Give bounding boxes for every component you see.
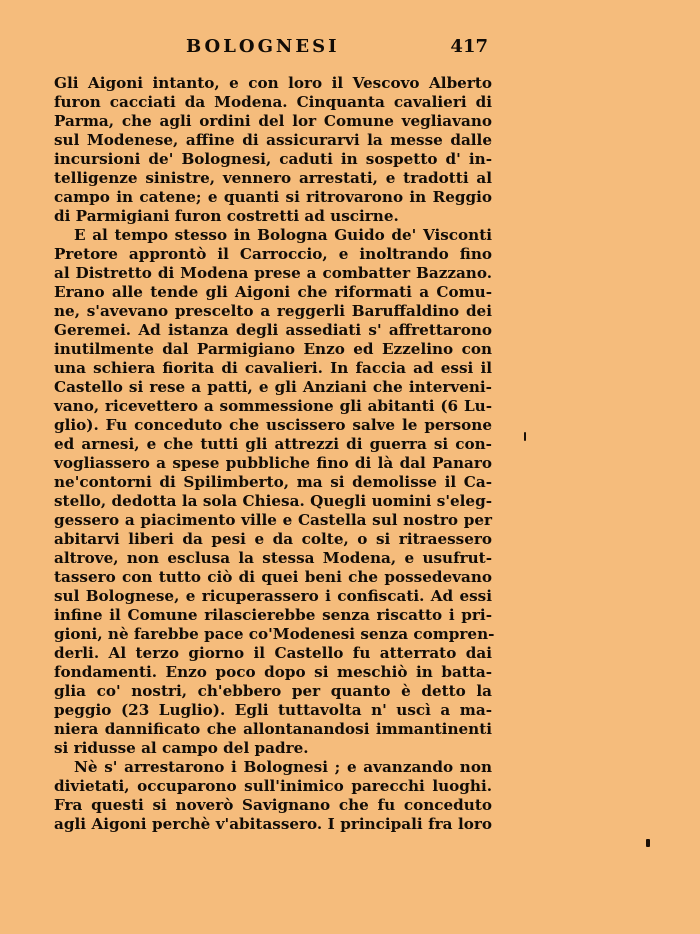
text-line: peggio (23 Luglio). Egli tuttavolta n' uscì a ma- xyxy=(54,701,492,719)
running-head: BOLOGNESI xyxy=(186,36,340,57)
page-header xyxy=(50,36,490,58)
text-line: Geremei. Ad istanza degli assediati s' affrettarono xyxy=(54,321,492,339)
text-line: ne'contorni di Spilimberto, ma si demolisse il Ca- xyxy=(54,473,492,491)
text-line: sul Modenese, affine di assicurarvi la messe dalle xyxy=(54,131,492,149)
text-line: Fra questi si noverò Savignano che fu conceduto xyxy=(54,796,492,814)
text-line: Castello si rese a patti, e gli Anziani che interveni- xyxy=(54,378,492,396)
text-line: stello, dedotta la sola Chiesa. Quegli uomini s'eleg- xyxy=(54,492,492,510)
text-line: fondamenti. Enzo poco dopo si meschiò in batta- xyxy=(54,663,492,681)
text-line: ne, s'avevano prescelto a reggerli Baruffaldino dei xyxy=(54,302,492,320)
text-line: al Distretto di Modena prese a combatter Bazzano. xyxy=(54,264,492,282)
text-line: infine il Comune rilascierebbe senza riscatto i pri- xyxy=(54,606,492,624)
text-line: altrove, non esclusa la stessa Modena, e usufrut- xyxy=(54,549,492,567)
text-line: divietati, occuparono sull'inimico parecchi luoghi. xyxy=(54,777,492,795)
text-line: Gli Aigoni intanto, e con loro il Vescovo Alberto xyxy=(54,74,492,92)
text-line: gioni, nè farebbe pace co'Modenesi senza compren- xyxy=(54,625,495,643)
text-line: vogliassero a spese pubbliche fino di là dal Panaro xyxy=(54,454,492,472)
text-line: incursioni de' Bolognesi, caduti in sospetto d' in- xyxy=(54,150,492,168)
ink-speck xyxy=(646,839,650,847)
page-number: 417 xyxy=(450,36,488,57)
ink-speck xyxy=(524,432,526,441)
text-line: Parma, che agli ordini del lor Comune vegliavano xyxy=(54,112,492,130)
text-line: inutilmente dal Parmigiano Enzo ed Ezzelino con xyxy=(54,340,492,358)
text-line: E al tempo stesso in Bologna Guido de' Visconti xyxy=(74,226,492,244)
text-line: telligenze sinistre, vennero arrestati, e tradotti al xyxy=(54,169,492,187)
text-line: furon cacciati da Modena. Cinquanta cavalieri di xyxy=(54,93,492,111)
text-line: glia co' nostri, ch'ebbero per quanto è detto la xyxy=(54,682,492,700)
text-line: ed arnesi, e che tutti gli attrezzi di guerra si con- xyxy=(54,435,492,453)
body-text xyxy=(54,74,495,834)
text-line: abitarvi liberi da pesi e da colte, o si ritraessero xyxy=(54,530,492,548)
text-line: Nè s' arrestarono i Bolognesi ; e avanzando non xyxy=(74,758,492,776)
text-line: glio). Fu conceduto che uscissero salve le persone xyxy=(54,416,492,434)
text-line: si ridusse al campo del padre. xyxy=(54,739,309,757)
text-line: sul Bolognese, e ricuperassero i confiscati. Ad essi xyxy=(54,587,492,605)
text-line: di Parmigiani furon costretti ad uscirne. xyxy=(54,207,399,225)
text-line: agli Aigoni perchè v'abitassero. I principali fra loro xyxy=(54,815,492,833)
text-line: una schiera fiorita di cavalieri. In faccia ad essi il xyxy=(54,359,492,377)
text-line: gessero a piacimento ville e Castella sul nostro per xyxy=(54,511,492,529)
text-line: campo in catene; e quanti si ritrovarono in Reggio xyxy=(54,188,492,206)
text-line: tassero con tutto ciò di quei beni che possedevano xyxy=(54,568,492,586)
text-line: niera dannificato che allontanandosi immantinenti xyxy=(54,720,492,738)
text-line: vano, ricevettero a sommessione gli abitanti (6 Lu- xyxy=(54,397,492,415)
text-line: Erano alle tende gli Aigoni che riformati a Comu- xyxy=(54,283,492,301)
text-line: derli. Al terzo giorno il Castello fu atterrato dai xyxy=(54,644,492,662)
text-line: Pretore approntò il Carroccio, e inoltrando fino xyxy=(54,245,492,263)
